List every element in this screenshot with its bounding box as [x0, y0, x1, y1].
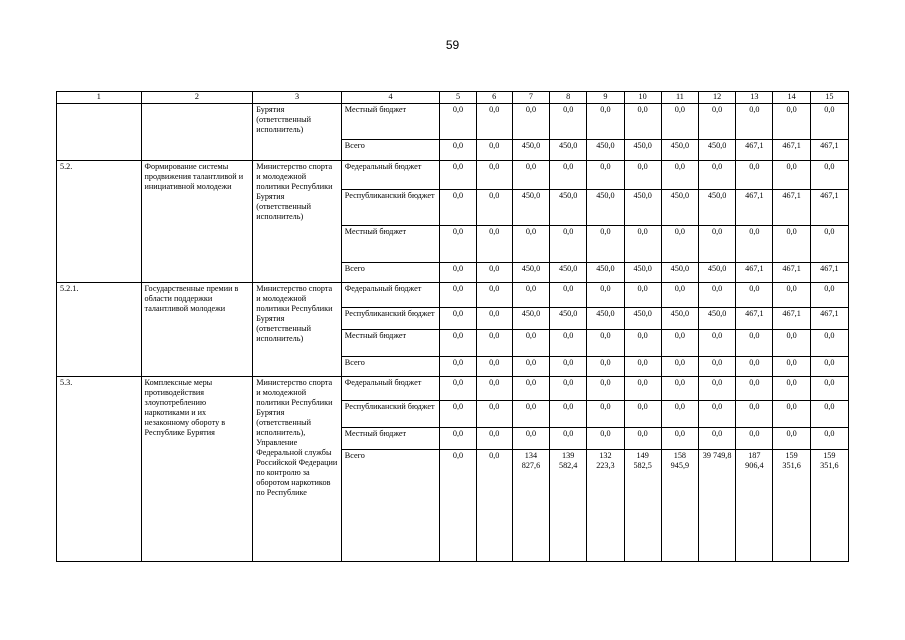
budget-value: 132 223,3	[587, 450, 624, 562]
budget-value: 0,0	[773, 377, 810, 401]
budget-value: 0,0	[550, 401, 587, 428]
responsible-executor: Министерство спорта и молодежной политики Республики Бурятия (ответственный исполнитель), Управление Федеральной службы Российской Федерации по контролю за оборотом наркотиков по Республике	[253, 377, 342, 562]
budget-value: 0,0	[587, 104, 624, 140]
column-number-header: 1	[57, 92, 142, 104]
budget-value: 139 582,4	[550, 450, 587, 562]
budget-value: 0,0	[512, 330, 549, 357]
budget-value: 0,0	[440, 308, 476, 330]
budget-value: 0,0	[810, 357, 848, 377]
funding-source: Всего	[341, 263, 440, 283]
column-number-header: 7	[512, 92, 549, 104]
budget-value: 0,0	[440, 283, 476, 308]
budget-value: 450,0	[699, 190, 736, 226]
budget-value: 0,0	[440, 377, 476, 401]
budget-value: 0,0	[587, 161, 624, 190]
budget-value: 0,0	[661, 428, 698, 450]
budget-value: 0,0	[699, 377, 736, 401]
column-number-header: 3	[253, 92, 342, 104]
budget-value: 450,0	[512, 190, 549, 226]
budget-value: 0,0	[699, 283, 736, 308]
budget-value: 0,0	[550, 283, 587, 308]
funding-source: Местный бюджет	[341, 330, 440, 357]
budget-value: 0,0	[440, 104, 476, 140]
budget-value: 0,0	[440, 263, 476, 283]
budget-value: 0,0	[624, 401, 661, 428]
budget-value: 0,0	[699, 357, 736, 377]
column-number-header: 14	[773, 92, 810, 104]
budget-value: 0,0	[624, 377, 661, 401]
budget-value: 0,0	[661, 161, 698, 190]
column-number-header: 10	[624, 92, 661, 104]
responsible-executor: Бурятия (ответственный исполнитель)	[253, 104, 342, 161]
budget-value: 0,0	[550, 357, 587, 377]
funding-source: Федеральный бюджет	[341, 377, 440, 401]
budget-value: 450,0	[624, 263, 661, 283]
budget-value: 0,0	[736, 330, 773, 357]
column-number-header: 5	[440, 92, 476, 104]
budget-value: 0,0	[736, 104, 773, 140]
budget-value: 0,0	[773, 357, 810, 377]
budget-value: 0,0	[476, 104, 512, 140]
funding-source: Местный бюджет	[341, 428, 440, 450]
item-code: 5.3.	[57, 377, 142, 562]
budget-value: 0,0	[661, 330, 698, 357]
funding-source: Местный бюджет	[341, 104, 440, 140]
budget-value: 0,0	[476, 401, 512, 428]
budget-value: 450,0	[624, 140, 661, 161]
budget-value: 0,0	[440, 226, 476, 263]
budget-value: 450,0	[699, 263, 736, 283]
budget-value: 39 749,8	[699, 450, 736, 562]
budget-value: 0,0	[624, 428, 661, 450]
budget-value: 450,0	[512, 308, 549, 330]
table-row	[57, 283, 849, 308]
budget-value: 0,0	[587, 330, 624, 357]
budget-value: 0,0	[587, 377, 624, 401]
budget-value: 0,0	[810, 401, 848, 428]
funding-source: Всего	[341, 357, 440, 377]
funding-source: Всего	[341, 140, 440, 161]
budget-value: 0,0	[699, 104, 736, 140]
budget-value: 450,0	[512, 140, 549, 161]
funding-source: Республиканский бюджет	[341, 190, 440, 226]
budget-value: 0,0	[587, 357, 624, 377]
column-number-header: 8	[550, 92, 587, 104]
budget-value: 450,0	[512, 263, 549, 283]
budget-value: 450,0	[661, 140, 698, 161]
budget-value: 467,1	[773, 308, 810, 330]
budget-value: 0,0	[440, 450, 476, 562]
budget-value: 0,0	[773, 226, 810, 263]
budget-value: 450,0	[587, 263, 624, 283]
budget-value: 0,0	[476, 283, 512, 308]
budget-value: 0,0	[810, 330, 848, 357]
table-row	[57, 104, 849, 140]
budget-value: 0,0	[476, 357, 512, 377]
budget-value: 467,1	[736, 140, 773, 161]
budget-value: 0,0	[624, 161, 661, 190]
column-number-header: 15	[810, 92, 848, 104]
budget-value: 0,0	[736, 377, 773, 401]
item-code: 5.2.1.	[57, 283, 142, 377]
budget-value: 0,0	[736, 401, 773, 428]
budget-value: 0,0	[476, 308, 512, 330]
budget-value: 0,0	[661, 283, 698, 308]
budget-value: 0,0	[476, 377, 512, 401]
item-name	[141, 104, 253, 161]
item-name: Формирование системы продвижения талантливой и инициативной молодежи	[141, 161, 253, 283]
budget-value: 467,1	[810, 263, 848, 283]
budget-value: 0,0	[587, 226, 624, 263]
budget-value: 467,1	[736, 263, 773, 283]
budget-value: 0,0	[773, 330, 810, 357]
budget-value: 467,1	[810, 308, 848, 330]
budget-value: 0,0	[512, 428, 549, 450]
budget-value: 0,0	[661, 104, 698, 140]
budget-value: 0,0	[810, 283, 848, 308]
funding-source: Всего	[341, 450, 440, 562]
budget-value: 0,0	[550, 377, 587, 401]
budget-value: 0,0	[512, 377, 549, 401]
budget-value: 450,0	[661, 308, 698, 330]
budget-value: 0,0	[624, 226, 661, 263]
budget-value: 450,0	[587, 308, 624, 330]
budget-value: 450,0	[624, 308, 661, 330]
funding-source: Федеральный бюджет	[341, 161, 440, 190]
budget-value: 0,0	[587, 283, 624, 308]
budget-value: 0,0	[773, 401, 810, 428]
budget-value: 450,0	[550, 308, 587, 330]
column-number-header: 11	[661, 92, 698, 104]
budget-value: 0,0	[476, 190, 512, 226]
budget-value: 0,0	[512, 357, 549, 377]
budget-value: 450,0	[699, 308, 736, 330]
funding-source: Местный бюджет	[341, 226, 440, 263]
budget-value: 450,0	[587, 140, 624, 161]
budget-value: 0,0	[661, 377, 698, 401]
budget-value: 0,0	[699, 161, 736, 190]
item-code	[57, 104, 142, 161]
budget-value: 0,0	[550, 330, 587, 357]
budget-value: 0,0	[476, 140, 512, 161]
budget-value: 0,0	[736, 226, 773, 263]
budget-value: 0,0	[773, 161, 810, 190]
budget-value: 450,0	[550, 263, 587, 283]
budget-value: 0,0	[550, 161, 587, 190]
budget-value: 0,0	[736, 357, 773, 377]
budget-value: 0,0	[773, 283, 810, 308]
table-row	[57, 377, 849, 401]
budget-value: 467,1	[773, 263, 810, 283]
budget-value: 134 827,6	[512, 450, 549, 562]
funding-source: Республиканский бюджет	[341, 401, 440, 428]
responsible-executor: Министерство спорта и молодежной политики Республики Бурятия (ответственный исполнитель)	[253, 161, 342, 283]
budget-value: 0,0	[587, 401, 624, 428]
budget-value: 467,1	[736, 308, 773, 330]
budget-value: 158 945,9	[661, 450, 698, 562]
budget-value: 0,0	[512, 104, 549, 140]
column-number-header: 6	[476, 92, 512, 104]
budget-value: 0,0	[810, 104, 848, 140]
budget-value: 0,0	[476, 428, 512, 450]
budget-value: 0,0	[512, 226, 549, 263]
budget-value: 0,0	[810, 428, 848, 450]
column-number-header: 2	[141, 92, 253, 104]
budget-value: 149 582,5	[624, 450, 661, 562]
page-number: 59	[445, 38, 460, 52]
budget-value: 0,0	[661, 357, 698, 377]
budget-value: 467,1	[773, 140, 810, 161]
budget-value: 0,0	[624, 357, 661, 377]
budget-value: 159 351,6	[810, 450, 848, 562]
budget-value: 0,0	[736, 161, 773, 190]
budget-value: 450,0	[550, 190, 587, 226]
budget-value: 450,0	[624, 190, 661, 226]
budget-value: 0,0	[440, 357, 476, 377]
budget-value: 450,0	[661, 190, 698, 226]
budget-value: 0,0	[810, 161, 848, 190]
budget-value: 0,0	[476, 161, 512, 190]
column-number-header: 13	[736, 92, 773, 104]
budget-value: 0,0	[512, 283, 549, 308]
column-number-header: 12	[699, 92, 736, 104]
budget-value: 0,0	[661, 226, 698, 263]
budget-value: 467,1	[810, 140, 848, 161]
budget-value: 0,0	[476, 330, 512, 357]
budget-value: 0,0	[512, 401, 549, 428]
table-row	[57, 161, 849, 190]
budget-value: 187 906,4	[736, 450, 773, 562]
budget-value: 0,0	[810, 226, 848, 263]
column-number-header: 9	[587, 92, 624, 104]
budget-value: 0,0	[810, 377, 848, 401]
budget-value: 450,0	[699, 140, 736, 161]
budget-value: 159 351,6	[773, 450, 810, 562]
budget-value: 0,0	[587, 428, 624, 450]
budget-value: 0,0	[476, 226, 512, 263]
budget-value: 0,0	[773, 104, 810, 140]
budget-value: 467,1	[736, 190, 773, 226]
budget-value: 0,0	[624, 283, 661, 308]
budget-value: 0,0	[624, 104, 661, 140]
responsible-executor: Министерство спорта и молодежной политики Республики Бурятия (ответственный исполнитель)	[253, 283, 342, 377]
budget-value: 0,0	[512, 161, 549, 190]
budget-value: 450,0	[550, 140, 587, 161]
budget-value: 467,1	[773, 190, 810, 226]
budget-value: 0,0	[550, 428, 587, 450]
budget-value: 0,0	[699, 330, 736, 357]
funding-source: Республиканский бюджет	[341, 308, 440, 330]
column-numbers-row	[57, 92, 849, 104]
budget-value: 0,0	[736, 283, 773, 308]
item-name: Государственные премии в области поддержки талантливой молодежи	[141, 283, 253, 377]
budget-value: 0,0	[773, 428, 810, 450]
budget-value: 0,0	[736, 428, 773, 450]
budget-value: 450,0	[587, 190, 624, 226]
budget-value: 0,0	[440, 330, 476, 357]
budget-value: 0,0	[624, 330, 661, 357]
budget-value: 0,0	[550, 104, 587, 140]
budget-value: 0,0	[440, 428, 476, 450]
budget-value: 0,0	[440, 401, 476, 428]
budget-value: 0,0	[699, 226, 736, 263]
budget-value: 0,0	[699, 401, 736, 428]
funding-source: Федеральный бюджет	[341, 283, 440, 308]
column-number-header: 4	[341, 92, 440, 104]
budget-value: 0,0	[440, 190, 476, 226]
budget-value: 0,0	[550, 226, 587, 263]
budget-table	[56, 91, 849, 562]
item-name: Комплексные меры противодействия злоупотреблению наркотиками и их незаконному обороту в Республике Бурятия	[141, 377, 253, 562]
budget-value: 450,0	[661, 263, 698, 283]
item-code: 5.2.	[57, 161, 142, 283]
budget-value: 0,0	[476, 450, 512, 562]
budget-value: 0,0	[476, 263, 512, 283]
budget-value: 467,1	[810, 190, 848, 226]
budget-value: 0,0	[440, 140, 476, 161]
budget-value: 0,0	[440, 161, 476, 190]
budget-value: 0,0	[699, 428, 736, 450]
budget-value: 0,0	[661, 401, 698, 428]
